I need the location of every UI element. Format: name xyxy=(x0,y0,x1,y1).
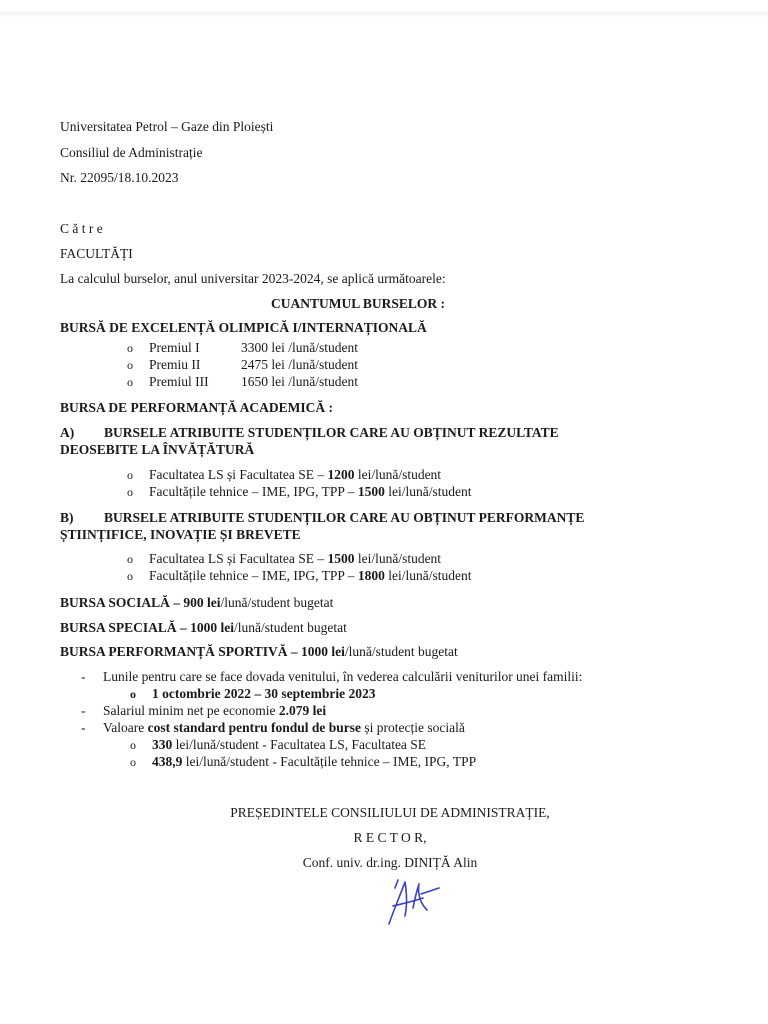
olympic-item xyxy=(149,340,358,357)
section-b-item xyxy=(149,568,471,585)
cost-amount: 330 xyxy=(152,737,173,752)
handwritten-signature xyxy=(383,876,445,928)
salary-value: 2.079 lei xyxy=(278,703,327,718)
section-b-line2: ȘTIINȚIFICE, INOVAȚIE ȘI BREVETE xyxy=(60,527,301,542)
section-a-line1: BURSELE ATRIBUITE STUDENȚILOR CARE AU OBȚINUT REZULTATE xyxy=(104,425,559,440)
item-unit: lei/lună/student xyxy=(354,467,442,482)
special-unit: /lună/student bugetat xyxy=(234,620,347,635)
cost-label: Valoare xyxy=(103,720,148,735)
section-b-item xyxy=(149,551,441,568)
cost-suffix: și protecție socială xyxy=(361,720,465,735)
item-unit: lei/lună/student xyxy=(354,551,442,566)
council-name: Consiliul de Administrație xyxy=(60,145,203,160)
cost-detail: lei/lună/student - Facultatea LS, Facultatea SE xyxy=(172,737,427,752)
institution-name: Universitatea Petrol – Gaze din Ploiești xyxy=(60,119,274,134)
cost-detail: lei/lună/student - Facultățile tehnice – IME, IPG, TPP xyxy=(182,754,477,769)
olympic-label: Premiul I xyxy=(149,340,200,355)
cost-item xyxy=(152,737,426,754)
sport-scholarship xyxy=(60,644,458,661)
olympic-label: Premiul III xyxy=(149,374,209,389)
item-amount: 1500 xyxy=(327,551,355,566)
document-number: Nr. 22095/18.10.2023 xyxy=(60,170,179,185)
recipient-to: C ă t r e xyxy=(60,221,103,236)
academic-heading: BURSA DE PERFORMANȚĂ ACADEMICĂ : xyxy=(60,400,334,415)
olympic-label: Premiu II xyxy=(149,357,201,372)
olympic-item xyxy=(149,357,358,374)
item-amount: 1800 xyxy=(357,568,385,583)
note-salary xyxy=(103,703,326,720)
cost-emphasis: cost standard pentru fondul de burse xyxy=(147,720,362,735)
item-text: Facultatea LS și Facultatea SE – xyxy=(149,551,328,566)
section-a-item xyxy=(149,484,471,501)
note-cost xyxy=(103,720,465,737)
special-amount: BURSA SPECIALĂ – 1000 lei xyxy=(60,620,235,635)
section-a-marker: A) xyxy=(60,425,75,440)
scan-top-edge xyxy=(0,12,768,18)
signoff-name: Conf. univ. dr.ing. DINIȚĂ Alin xyxy=(302,855,478,870)
salary-label: Salariul minim net pe economie xyxy=(103,703,279,718)
section-b-line1: BURSELE ATRIBUITE STUDENȚILOR CARE AU OBȚINUT PERFORMANȚE xyxy=(104,510,585,525)
signoff-rector: R E C T O R, xyxy=(353,830,427,845)
olympic-value: 3300 lei /lună/student xyxy=(241,340,358,355)
signoff-role: PREȘEDINTELE CONSILIULUI DE ADMINISTRAȚIE, xyxy=(230,805,550,820)
intro-text: La calculul burselor, anul universitar 2023-2024, se aplică următoarele: xyxy=(60,271,446,286)
special-scholarship xyxy=(60,620,347,637)
olympic-heading: BURSĂ DE EXCELENȚĂ OLIMPICĂ I/INTERNAȚIONALĂ xyxy=(60,320,427,335)
sport-unit: /lună/student bugetat xyxy=(344,644,458,659)
olympic-item xyxy=(149,374,358,391)
document-title: CUANTUMUL BURSELOR : xyxy=(270,296,446,311)
item-text: Facultatea LS și Facultatea SE – xyxy=(149,467,328,482)
section-a-line2: DEOSEBITE LA ÎNVĂȚĂTURĂ xyxy=(60,442,255,457)
section-b-marker: B) xyxy=(60,510,74,525)
item-amount: 1200 xyxy=(327,467,355,482)
item-unit: lei/lună/student xyxy=(384,484,472,499)
note-months: - Lunile pentru care se face dovada venitului, în vederea calculării veniturilor unei familii: xyxy=(103,669,582,686)
item-text: Facultățile tehnice – IME, IPG, TPP – xyxy=(149,484,358,499)
olympic-value: 2475 lei /lună/student xyxy=(241,357,358,372)
social-unit: /lună/student bugetat xyxy=(220,595,334,610)
social-scholarship xyxy=(60,595,333,612)
sport-amount: BURSA PERFORMANȚĂ SPORTIVĂ – 1000 lei xyxy=(60,644,345,659)
note-period: o 1 octombrie 2022 – 30 septembrie 2023 xyxy=(152,686,375,703)
item-amount: 1500 xyxy=(357,484,385,499)
cost-amount: 438,9 xyxy=(152,754,183,769)
item-text: Facultățile tehnice – IME, IPG, TPP – xyxy=(149,568,358,583)
recipient-faculties: FACULTĂȚI xyxy=(60,246,133,261)
section-a-item xyxy=(149,467,441,484)
olympic-value: 1650 lei /lună/student xyxy=(241,374,358,389)
item-unit: lei/lună/student xyxy=(384,568,472,583)
social-amount: BURSA SOCIALĂ – 900 lei xyxy=(60,595,221,610)
cost-item xyxy=(152,754,476,771)
